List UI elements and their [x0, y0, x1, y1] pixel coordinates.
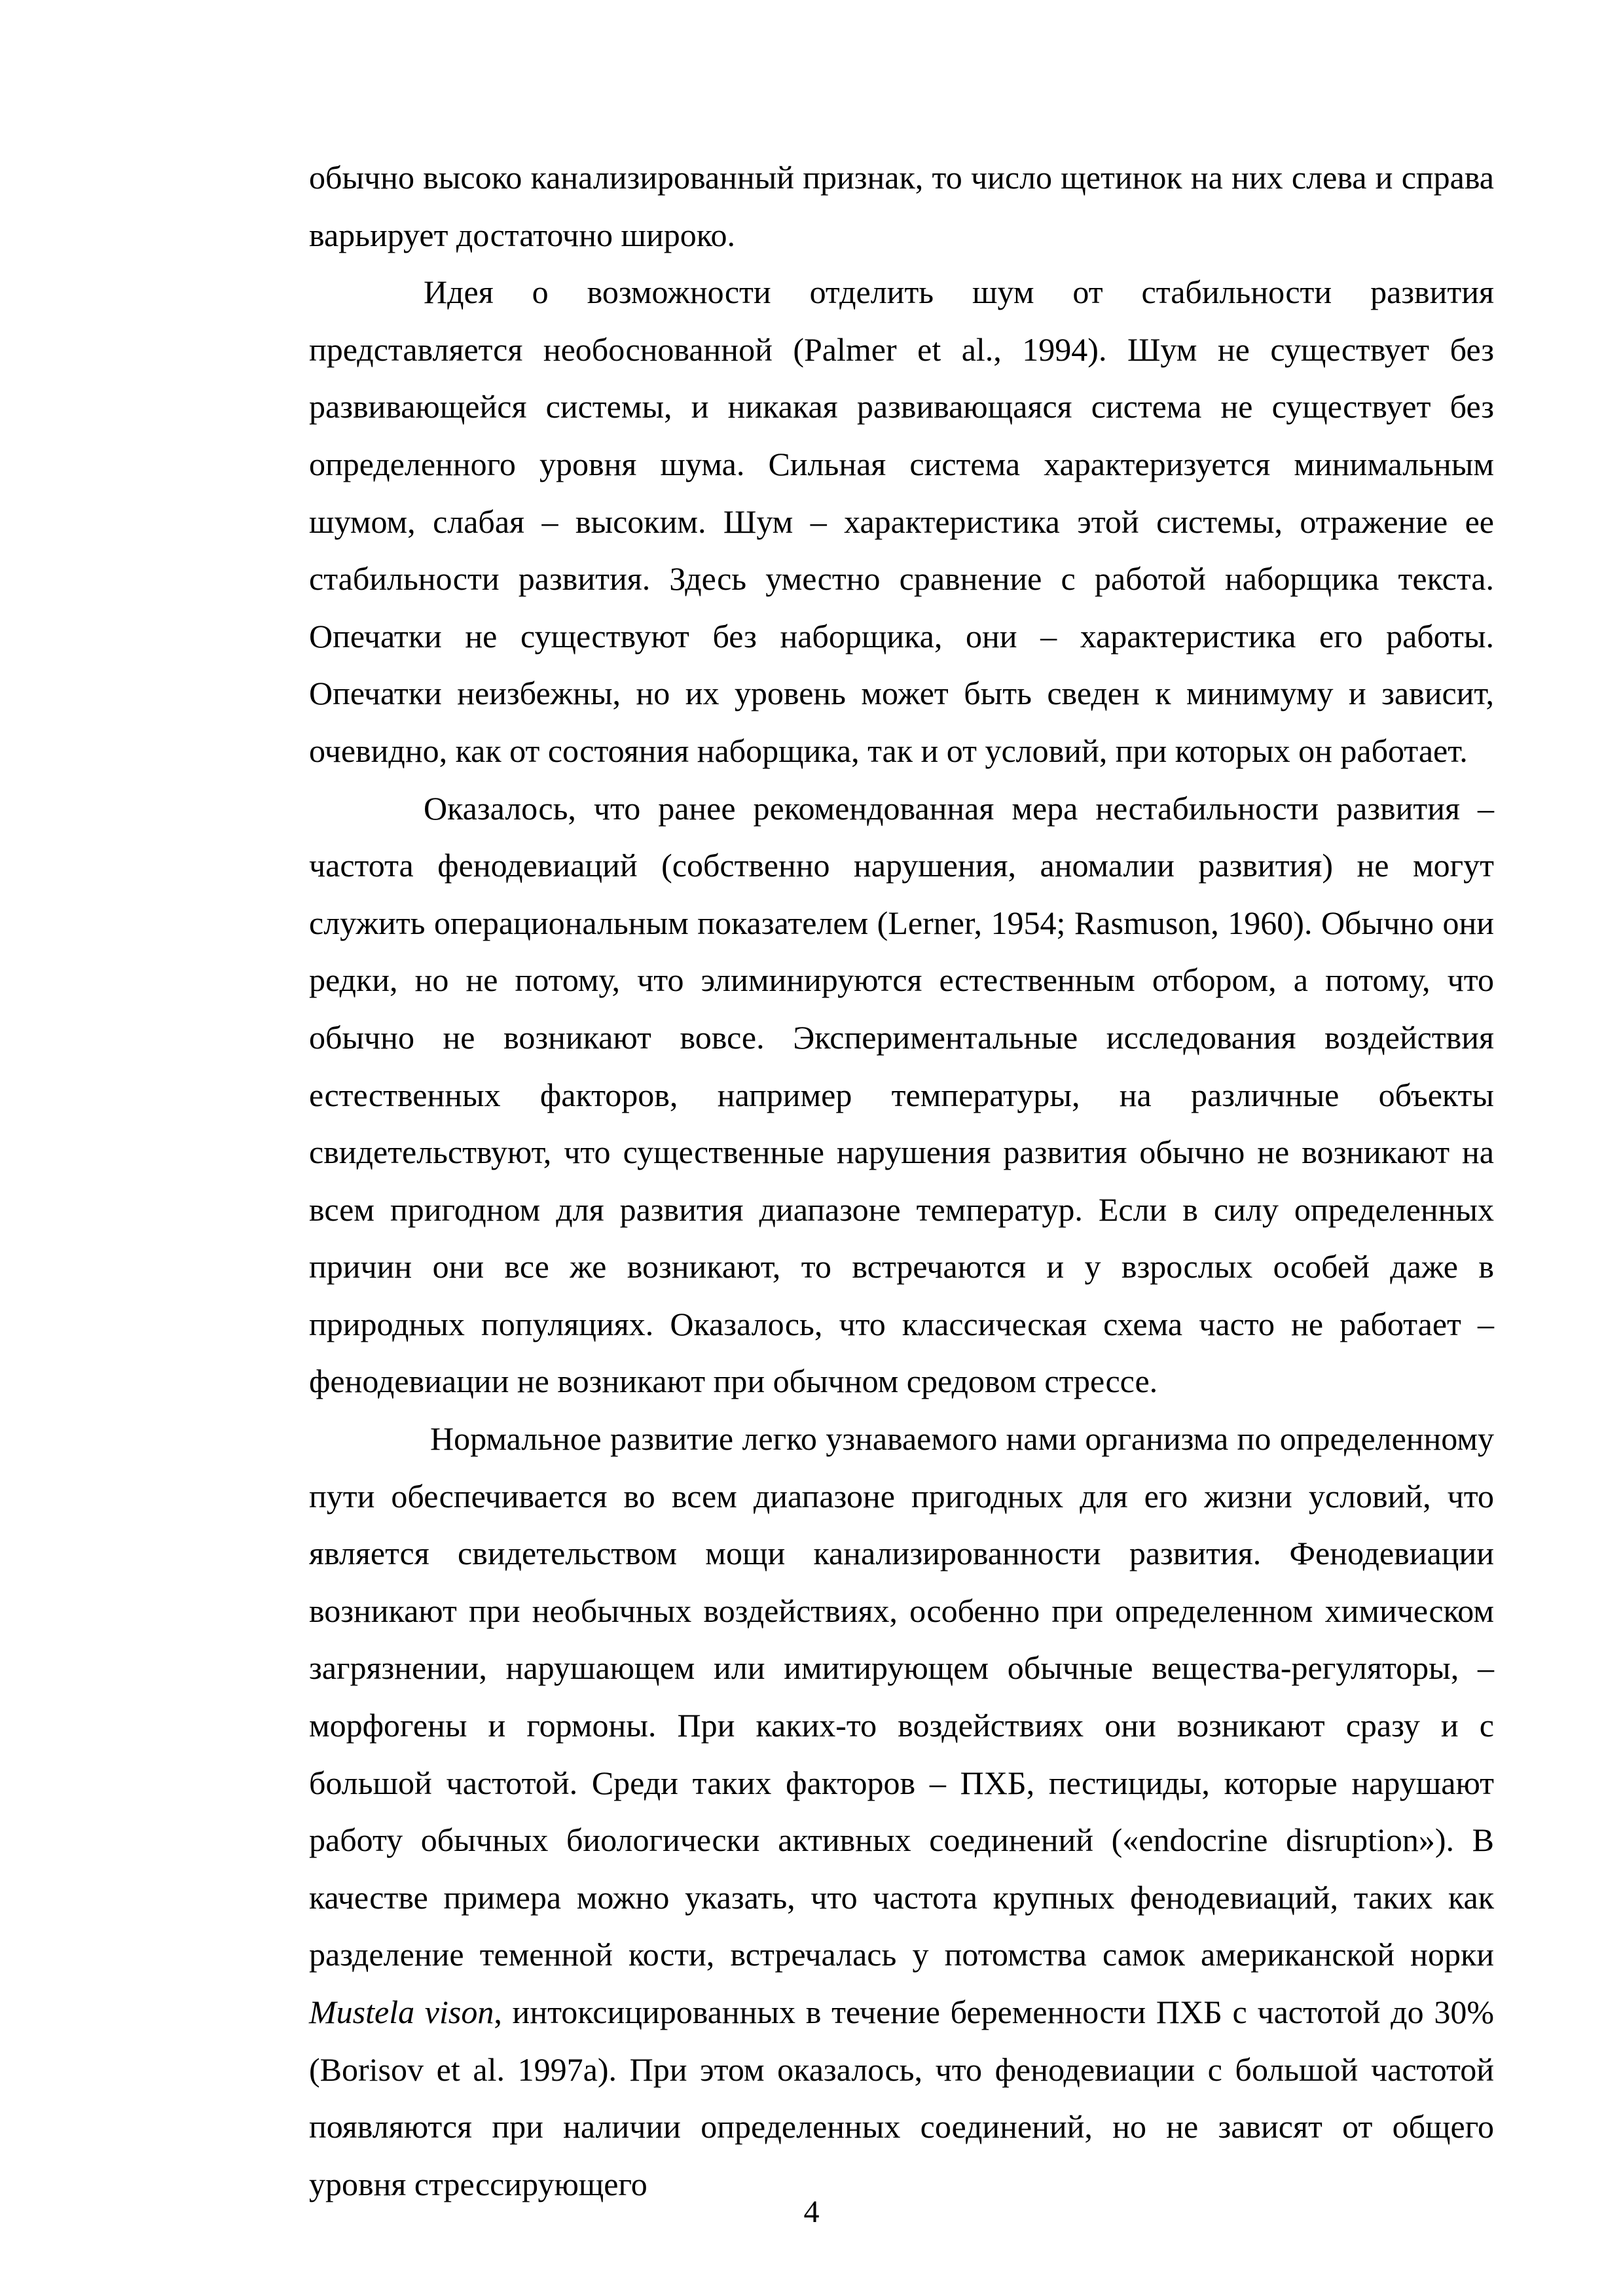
paragraph-text-before-species: Нормальное развитие легко узнаваемого нами организма по определенному пути обеспечивается во всем диапазоне пригодных для его жизни условий, что является свидетельством мощи канализированности развития. Фенодевиации возникают при необычных воздействиях, особенно при определенном химическом загрязнении, нарушающем или имитирующем обычные вещества-регуляторы, – морфогены и гормоны. При каких-то воздействиях они возникают сразу и с большой частотой. Среди таких факторов – ПХБ, пестициды, которые нарушают работу обычных биологически активных соединений («endocrine disruption»). В качестве примера можно указать, что частота крупных фенодевиаций, таких как разделение теменной кости, встречалась у потомства самок американской норки — [309, 1420, 1494, 1973]
body-text — [309, 149, 1494, 2213]
paragraph-noise-stability: Идея о возможности отделить шум от стабильности развития представляется необоснованной (Palmer et al., 1994). Шум не существует без развивающейся системы, и никакая развивающаяся система не существует без определенного уровня шума. Сильная система характеризуется минимальным шумом, слабая – высоким. Шум – характеристика этой системы, отражение ее стабильности развития. Здесь уместно сравнение с работой наборщика текста. Опечатки не существуют без наборщика, они – характеристика его работы. Опечатки неизбежны, но их уровень может быть сведен к минимуму и зависит, очевидно, как от состояния наборщика, так и от условий, при которых он работает. — [309, 274, 1494, 769]
page-number: 4 — [803, 2195, 820, 2229]
paragraph-text-after-species: , интоксицированных в течение беременности ПХБ с частотой до 30% (Borisov et al. 1997a). При этом оказалось, что фенодевиации с большой частотой появляются при наличии определенных соединений, но не зависят от общего уровня стрессирующего — [309, 1994, 1494, 2202]
paragraph-phenodeviation-measure: Оказалось, что ранее рекомендованная мера нестабильности развития – частота фенодевиаций (собственно нарушения, аномалии развития) не могут служить операциональным показателем (Lerner, 1954; Rasmuson, 1960). Обычно они редки, но не потому, что элиминируются естественным отбором, а потому, что обычно не возникают вовсе. Экспериментальные исследования воздействия естественных факторов, например температуры, на различные объекты свидетельствуют, что существенные нарушения развития обычно не возникают на всем пригодном для развития диапазоне температур. Если в силу определенных причин они все же возникают, то встречаются и у взрослых особей даже в природных популяциях. Оказалось, что классическая схема часто не работает – фенодевиации не возникают при обычном средовом стрессе. — [309, 789, 1494, 1400]
paragraph-continuation: обычно высоко канализированный признак, то число щетинок на них слева и справа варьирует достаточно широко. — [309, 159, 1494, 253]
paragraph-normal-development — [309, 1410, 1494, 2213]
species-name: Mustela vison — [309, 1994, 494, 2030]
